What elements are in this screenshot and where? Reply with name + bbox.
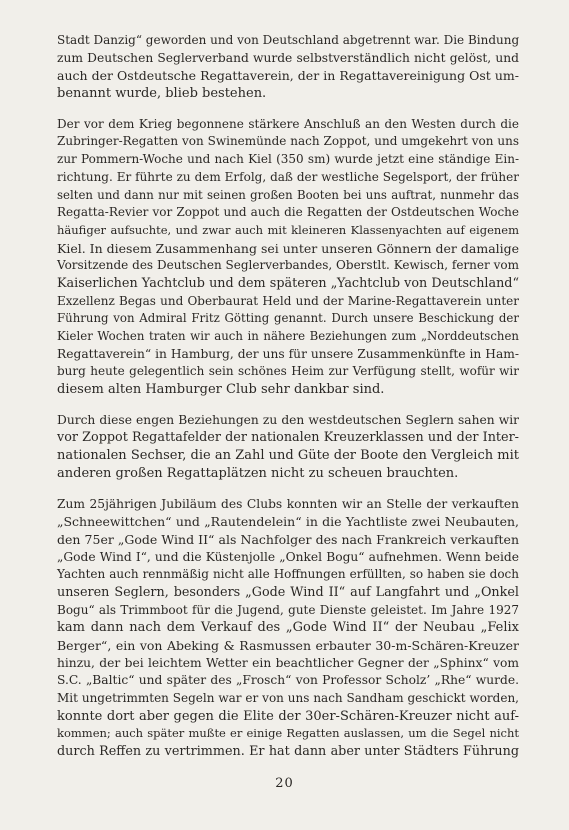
text-line: durch Reffen zu vertrimmen. Er hat dann aber unter Städters Führung (57, 744, 519, 760)
text-line: kam dann nach dem Verkauf des „Gode Wind II“ der Neubau „Felix (57, 620, 519, 636)
text-line: vor Zoppot Regattafelder der nationalen Kreuzerklassen und der Inter- (57, 430, 519, 446)
text-line: Zubringer-Regatten von Swinemünde nach Zoppot, und umgekehrt von uns (57, 134, 519, 149)
text-line: konnte dort aber gegen die Elite der 30er-Schären-Kreuzer nicht auf- (57, 708, 519, 724)
text-line: häufiger aufsuchte, und zwar auch mit kleineren Klassenyachten auf eigenem (57, 222, 519, 237)
text-line: diesem alten Hamburger Club sehr dankbar sind. (57, 382, 385, 398)
text-line: zum Deutschen Seglerverband wurde selbstverständlich nicht gelöst, und (57, 50, 519, 65)
text-line: Stadt Danzig“ geworden und von Deutschland abgetrennt war. Die Bindung (57, 33, 520, 47)
text-line: Mit ungetrimmten Segeln war er von uns nach Sandham geschickt worden, (57, 691, 519, 706)
text-line: Regattaverein“ in Hamburg, der uns für unsere Zusammenkünfte in Ham- (57, 346, 519, 361)
text-line: Kiel. In diesem Zusammenhang sei unter unseren Gönnern der damalige (57, 240, 520, 256)
body-text (57, 32, 519, 761)
text-line: anderen großen Regattaplätzen nicht zu scheuen brauchten. (57, 465, 459, 481)
text-line: auch der Ostdeutsche Regattaverein, der in Regattavereinigung Ost um- (57, 68, 519, 84)
page-number: 20 (275, 776, 294, 791)
text-line: „Schneewittchen“ und „Rautendelein“ in die Yachtliste zwei Neubauten, (57, 514, 519, 530)
text-line: Kieler Wochen traten wir auch in nähere Beziehungen zum „Norddeutschen (57, 329, 519, 343)
text-line: selten und dann nur mit seinen großen Booten bei uns auftrat, nunmehr das (57, 187, 519, 202)
text-line: Der vor dem Krieg begonnene stärkere Anschluß an den Westen durch die (57, 116, 519, 131)
paragraph-jubilee (57, 496, 519, 761)
text-line: nationalen Sechser, die an Zahl und Güte der Boote den Vergleich mit (57, 448, 519, 464)
text-line: „Gode Wind I“, und die Küstenjolle „Onkel Bogu“ aufnehmen. Wenn beide (57, 549, 519, 564)
text-line: zur Pommern-Woche und nach Kiel (350 sm) wurde jetzt eine ständige Ein- (57, 152, 519, 167)
text-line: Führung von Admiral Fritz Götting genannt. Durch unsere Beschickung der (57, 311, 519, 326)
text-line: richtung. Er führte zu dem Erfolg, daß der westliche Segelsport, der früher (57, 169, 519, 184)
text-line: kommen; auch später mußte er einige Regatten auslassen, um die Segel nicht (57, 726, 519, 741)
paragraph-danzig (57, 32, 519, 103)
text-line: unseren Seglern, besonders „Gode Wind II“ auf Langfahrt und „Onkel (57, 584, 519, 600)
text-line: den 75er „Gode Wind II“ als Nachfolger des nach Frankreich verkauften (57, 531, 519, 547)
text-line: S.C. „Baltic“ und später des „Frosch“ von Professor Scholz’ „Rhe“ wurde. (57, 673, 519, 688)
text-line: Exzellenz Begas und Oberbaurat Held und der Marine-Regattaverein unter (57, 293, 519, 308)
text-line: benannt wurde, blieb bestehen. (57, 86, 267, 102)
text-line: Yachten auch rennmäßig nicht alle Hoffnungen erfüllten, so haben sie doch (57, 567, 519, 582)
text-line: Bogu“ als Trimmboot für die Jugend, gute Dienste geleistet. Im Jahre 1927 (57, 602, 519, 617)
text-line: Regatta-Revier vor Zoppot und auch die Regatten der Ostdeutschen Woche (57, 205, 519, 220)
text-line: hinzu, der bei leichtem Wetter ein beachtlicher Gegner der „Sphinx“ vom (57, 655, 519, 670)
text-line: Durch diese engen Beziehungen zu den westdeutschen Seglern sahen wir (57, 412, 519, 427)
paragraph-west-connection (57, 116, 519, 399)
text-line: Zum 25jährigen Jubiläum des Clubs konnten wir an Stelle der verkauften (57, 496, 519, 511)
text-line: Berger“, ein von Abeking & Rasmussen erbauter 30-m-Schären-Kreuzer (57, 638, 519, 653)
paragraph-regatta-fields (57, 412, 519, 483)
text-line: burg heute gelegentlich sein schönes Heim zur Verfügung stellt, wofür wir (57, 364, 519, 379)
text-line: Kaiserlichen Yachtclub und dem späteren „Yachtclub von Deutschland“ (57, 275, 519, 291)
text-line: Vorsitzende des Deutschen Seglerverbandes, Oberstlt. Kewisch, ferner vom (57, 258, 519, 273)
